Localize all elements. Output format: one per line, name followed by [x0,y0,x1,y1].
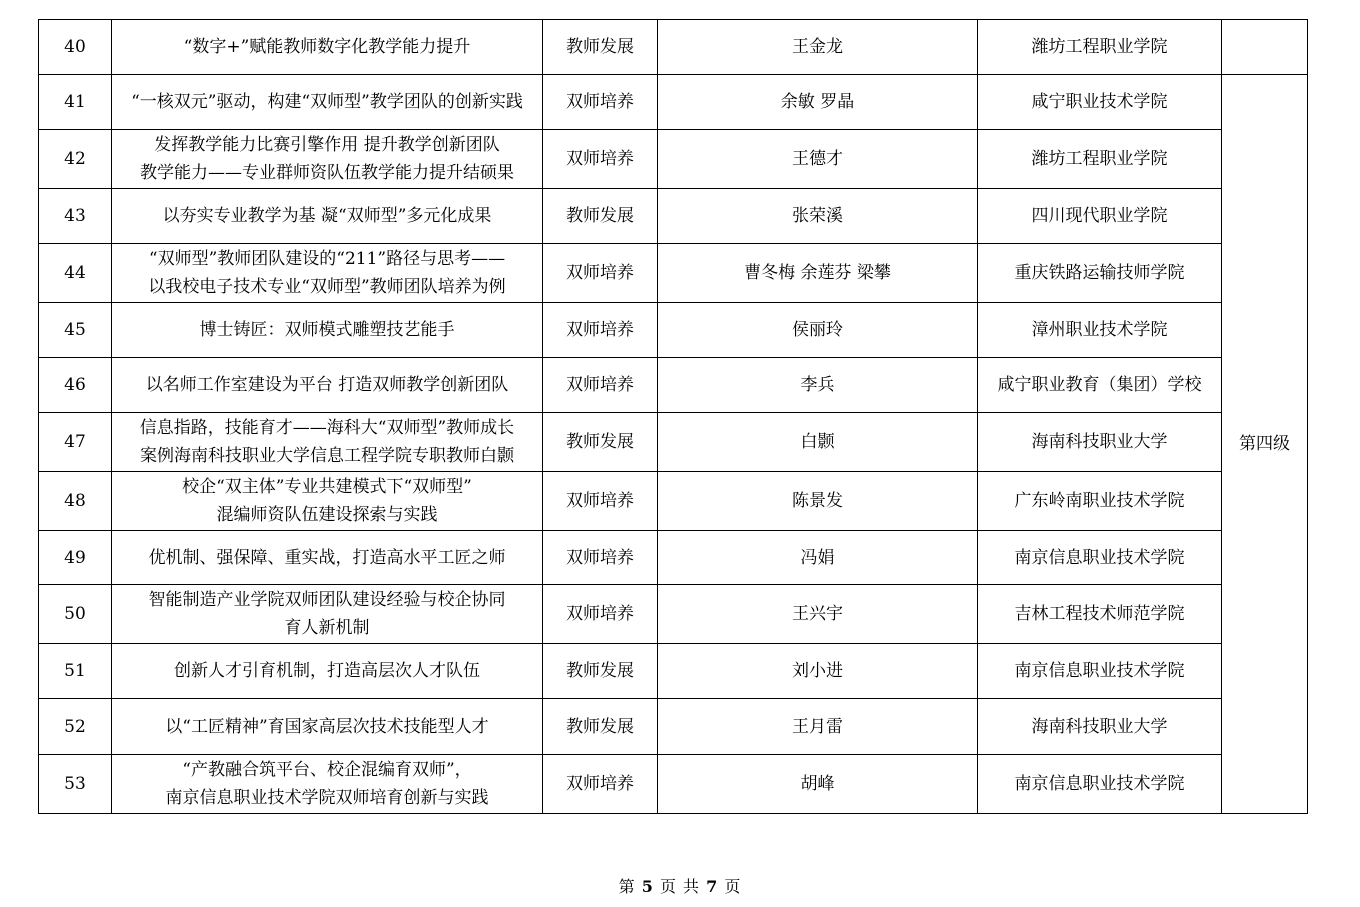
case-author: 白颢 [658,413,978,472]
row-number: 45 [39,303,112,358]
case-school: 四川现代职业学院 [978,189,1222,244]
case-title-line: “一核双元”驱动，构建“双师型”教学团队的创新实践 [131,92,523,112]
case-school: 潍坊工程职业学院 [978,130,1222,189]
case-author: 陈景发 [658,472,978,531]
row-number: 52 [39,699,112,755]
row-number: 46 [39,358,112,413]
case-category: 双师培养 [543,130,658,189]
row-number: 47 [39,413,112,472]
case-school: 咸宁职业技术学院 [978,75,1222,130]
case-school: 南京信息职业技术学院 [978,644,1222,699]
row-number: 40 [39,20,112,75]
table-row [39,644,1308,699]
case-title-line: 校企“双主体”专业共建模式下“双师型” [182,477,472,497]
row-number: 48 [39,472,112,531]
case-author: 侯丽玲 [658,303,978,358]
case-title-line: 以“工匠精神”育国家高层次技术技能型人才 [165,716,489,737]
footer-middle: 页 共 [659,877,701,896]
case-category: 双师培养 [543,755,658,814]
case-author: 王兴宇 [658,585,978,644]
row-number: 50 [39,585,112,644]
case-category: 双师培养 [543,303,658,358]
table-row [39,75,1308,130]
case-school: 吉林工程技术师范学院 [978,585,1222,644]
case-title-line: 混编师资队伍建设探索与实践 [216,505,438,525]
case-title [112,20,543,75]
case-title-line: 创新人才引育机制，打造高层次人才队伍 [174,661,480,681]
table-row [39,755,1308,814]
case-title-line: 以夯实专业教学为基 凝“双师型”多元化成果 [162,206,492,226]
case-author: 王金龙 [658,20,978,75]
table-row [39,244,1308,303]
case-title-line: “产教融合筑平台、校企混编育双师”， [182,760,472,780]
case-school: 南京信息职业技术学院 [978,531,1222,585]
case-title-line: 南京信息职业技术学院双师培育创新与实践 [165,788,489,808]
case-title [112,531,543,585]
case-title-line: 智能制造产业学院双师团队建设经验与校企协同 [148,590,506,610]
case-title [112,244,543,303]
row-number: 53 [39,755,112,814]
current-page-number: 5 [641,877,654,896]
case-author: 王月雷 [658,699,978,755]
case-author: 余敏 罗晶 [658,75,978,130]
case-title-line: “数字+”赋能教师数字化教学能力提升 [183,37,471,57]
case-school: 咸宁职业教育（集团）学校 [978,358,1222,413]
case-title [112,303,543,358]
case-title-line: 以我校电子技术专业“双师型”教师团队培养为例 [148,277,506,297]
case-school: 重庆铁路运输技师学院 [978,244,1222,303]
case-category: 双师培养 [543,531,658,585]
footer-suffix: 页 [724,877,742,896]
case-author: 张荣溪 [658,189,978,244]
case-title-line: 教学能力——专业群师资队伍教学能力提升结硕果 [140,163,514,183]
case-title-line: 信息指路，技能育才——海科大“双师型”教师成长 [139,418,515,438]
table-row [39,531,1308,585]
total-page-number: 7 [706,877,719,896]
case-title-line: 优机制、强保障、重实战，打造高水平工匠之师 [148,547,506,568]
case-title-line: 博士铸匠：双师模式雕塑技艺能手 [199,320,455,340]
case-category: 双师培养 [543,472,658,531]
case-title [112,699,543,755]
case-category: 双师培养 [543,244,658,303]
case-title-line: 育人新机制 [284,618,370,638]
case-title-line: 案例海南科技职业大学信息工程学院专职教师白颢 [140,446,514,466]
table-row [39,413,1308,472]
case-category: 教师发展 [543,20,658,75]
case-category: 教师发展 [543,644,658,699]
case-category: 教师发展 [543,699,658,755]
case-title [112,75,543,130]
awards-table [38,19,1308,814]
case-title-line: 以名师工作室建设为平台 打造双师教学创新团队 [145,375,509,395]
case-title [112,644,543,699]
case-author: 王德才 [658,130,978,189]
case-title [112,585,543,644]
row-number: 44 [39,244,112,303]
table-row [39,189,1308,244]
case-school: 海南科技职业大学 [978,699,1222,755]
level-cell-empty [1222,20,1308,75]
case-school: 广东岭南职业技术学院 [978,472,1222,531]
case-author: 冯娟 [658,531,978,585]
case-title [112,472,543,531]
table-row [39,303,1308,358]
table-row [39,20,1308,75]
case-category: 双师培养 [543,585,658,644]
row-number: 41 [39,75,112,130]
case-category: 双师培养 [543,358,658,413]
case-author: 胡峰 [658,755,978,814]
case-school: 潍坊工程职业学院 [978,20,1222,75]
row-number: 51 [39,644,112,699]
case-category: 教师发展 [543,189,658,244]
case-title [112,189,543,244]
case-title [112,130,543,189]
case-school: 海南科技职业大学 [978,413,1222,472]
table-row [39,358,1308,413]
case-title-line: 发挥教学能力比赛引擎作用 提升教学创新团队 [154,135,500,155]
table-row [39,472,1308,531]
case-school: 南京信息职业技术学院 [978,755,1222,814]
table-row [39,130,1308,189]
case-author: 曹冬梅 余莲芬 梁攀 [658,244,978,303]
table-row [39,585,1308,644]
case-author: 李兵 [658,358,978,413]
table-body [39,20,1308,814]
case-title-line: “双师型”教师团队建设的“211”路径与思考—— [148,249,506,269]
row-number: 49 [39,531,112,585]
award-level: 第四级 [1222,75,1308,814]
case-title [112,413,543,472]
row-number: 43 [39,189,112,244]
page-footer [0,874,1360,897]
case-title [112,755,543,814]
row-number: 42 [39,130,112,189]
case-school: 漳州职业技术学院 [978,303,1222,358]
case-title [112,358,543,413]
case-category: 双师培养 [543,75,658,130]
footer-prefix: 第 [618,877,636,896]
table-row [39,699,1308,755]
case-category: 教师发展 [543,413,658,472]
case-author: 刘小进 [658,644,978,699]
